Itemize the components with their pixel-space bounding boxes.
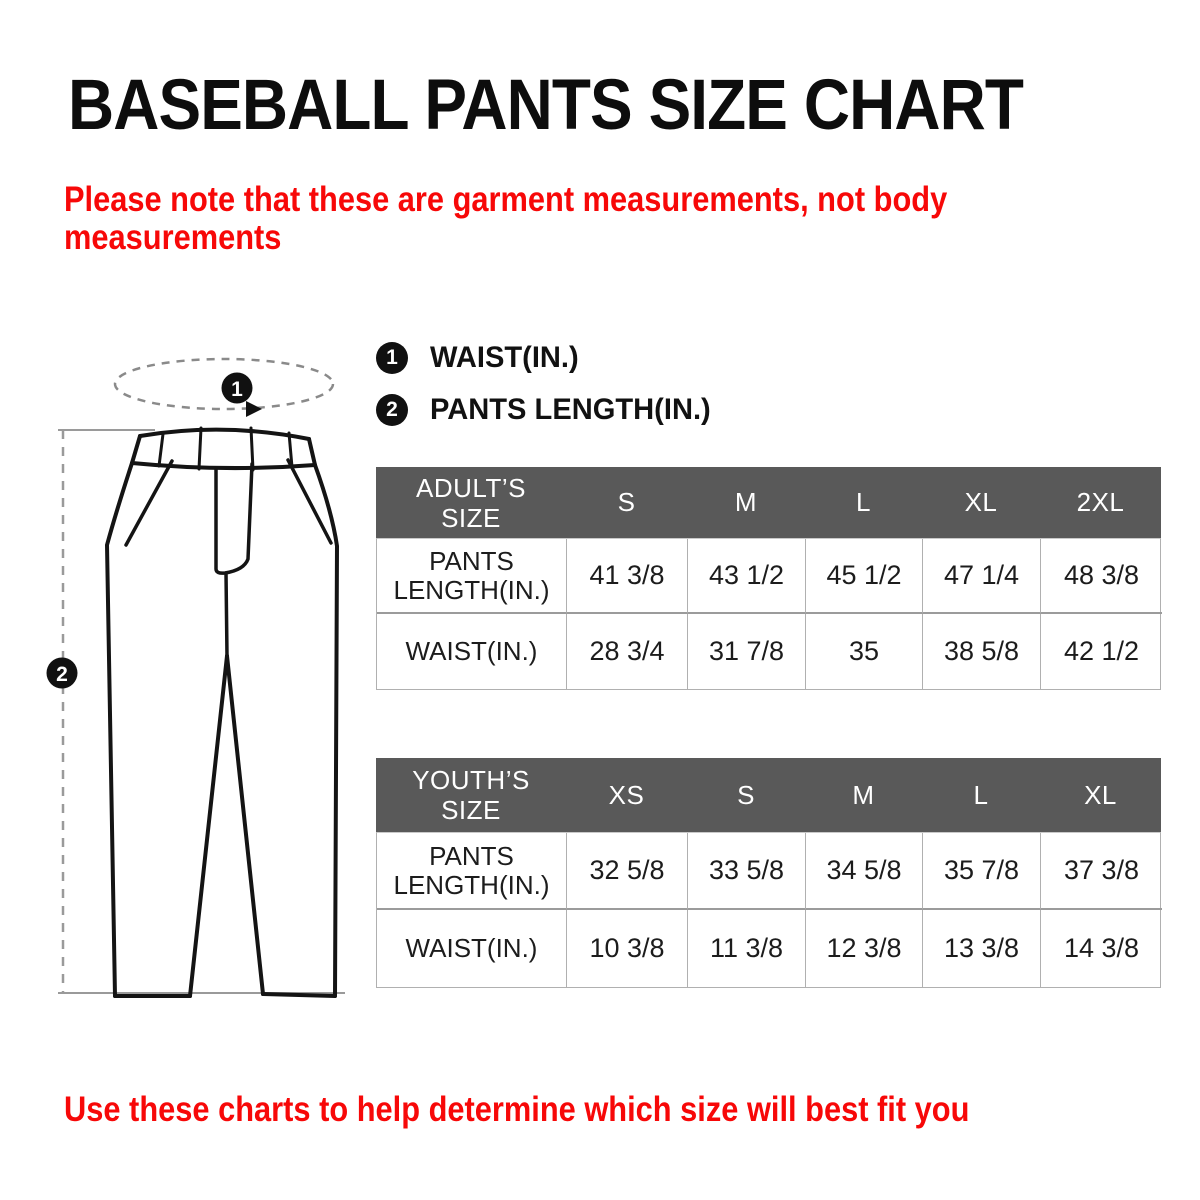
measurement-cell: 38 5/8 [923,614,1041,689]
measurement-cell: 28 3/4 [567,614,688,689]
size-col-header: S [737,779,755,810]
size-col-header: M [852,779,875,810]
measurement-cell: 41 3/8 [567,539,688,614]
row-label: PANTS LENGTH(IN.) [377,833,567,910]
svg-text:2: 2 [56,663,68,686]
measurement-cell: 31 7/8 [688,614,806,689]
legend-item-waist [376,341,719,375]
measurement-cell: 35 7/8 [923,833,1041,910]
waist-number-badge: 1 [376,342,408,374]
measurement-cell: 12 3/8 [806,910,923,987]
length-number-badge: 2 [376,394,408,426]
measurement-cell: 47 1/4 [923,539,1041,614]
note-line-1: Please note that these are garment measurements, not body [64,180,948,219]
note-line-2: measurements [64,218,282,257]
youth-size-table [376,758,1161,988]
legend-length-label: PANTS LENGTH(IN.) [430,393,711,426]
measurement-cell: 35 [806,614,923,689]
table-row [377,833,1160,910]
youth-table-body [376,832,1161,988]
pants-outline [107,428,337,996]
measurement-cell: 48 3/8 [1041,539,1162,614]
measurement-cell: 43 1/2 [688,539,806,614]
table-row [377,539,1160,614]
size-col-header: 2XL [1076,487,1125,517]
measurement-cell: 13 3/8 [923,910,1041,987]
youth-table-header [376,758,1161,832]
measurement-cell: 11 3/8 [688,910,806,987]
table-row [377,614,1160,689]
waist-badge [222,373,253,404]
size-col-header: XS [608,779,645,810]
legend [376,341,719,445]
row-label: PANTS LENGTH(IN.) [377,539,567,614]
adult-size-header-label: ADULT’S SIZE [416,472,526,533]
measurement-cell: 33 5/8 [688,833,806,910]
size-col-header: L [973,779,989,810]
size-col-header: M [734,487,758,517]
row-label: WAIST(IN.) [377,910,567,987]
measurement-cell: 42 1/2 [1063,636,1140,666]
size-col-header: XL [964,487,998,517]
adult-table-header [376,467,1161,538]
adult-size-table [376,467,1161,690]
adult-table-body [376,538,1161,690]
right-pocket-line [288,460,331,543]
table-row [377,910,1160,987]
measurement-cell: 10 3/8 [567,910,688,987]
length-badge [47,658,78,689]
size-col-header: L [856,487,871,517]
measurement-cell: 32 5/8 [567,833,688,910]
youth-size-header-label: YOUTH’S SIZE [412,765,530,825]
waist-arrowhead [246,401,262,417]
measurement-cell: 14 3/8 [1063,933,1140,963]
size-col-header: S [617,487,636,517]
row-label: WAIST(IN.) [377,614,567,689]
pants-diagram [20,340,380,1020]
fit-advice-note: Use these charts to help determine which size will best fit you [64,1090,970,1129]
fly-line [216,464,252,573]
legend-item-pants-length [376,393,719,427]
size-col-header: XL [1084,779,1117,810]
left-pocket-line [126,461,172,545]
garment-measurement-note [64,181,947,257]
legend-waist-label: WAIST(IN.) [430,341,579,374]
measurement-cell: 45 1/2 [806,539,923,614]
svg-text:1: 1 [231,378,243,401]
page-title: BASEBALL PANTS SIZE CHART [68,66,1023,145]
measurement-cell: 34 5/8 [806,833,923,910]
measurement-cell: 37 3/8 [1041,833,1162,910]
